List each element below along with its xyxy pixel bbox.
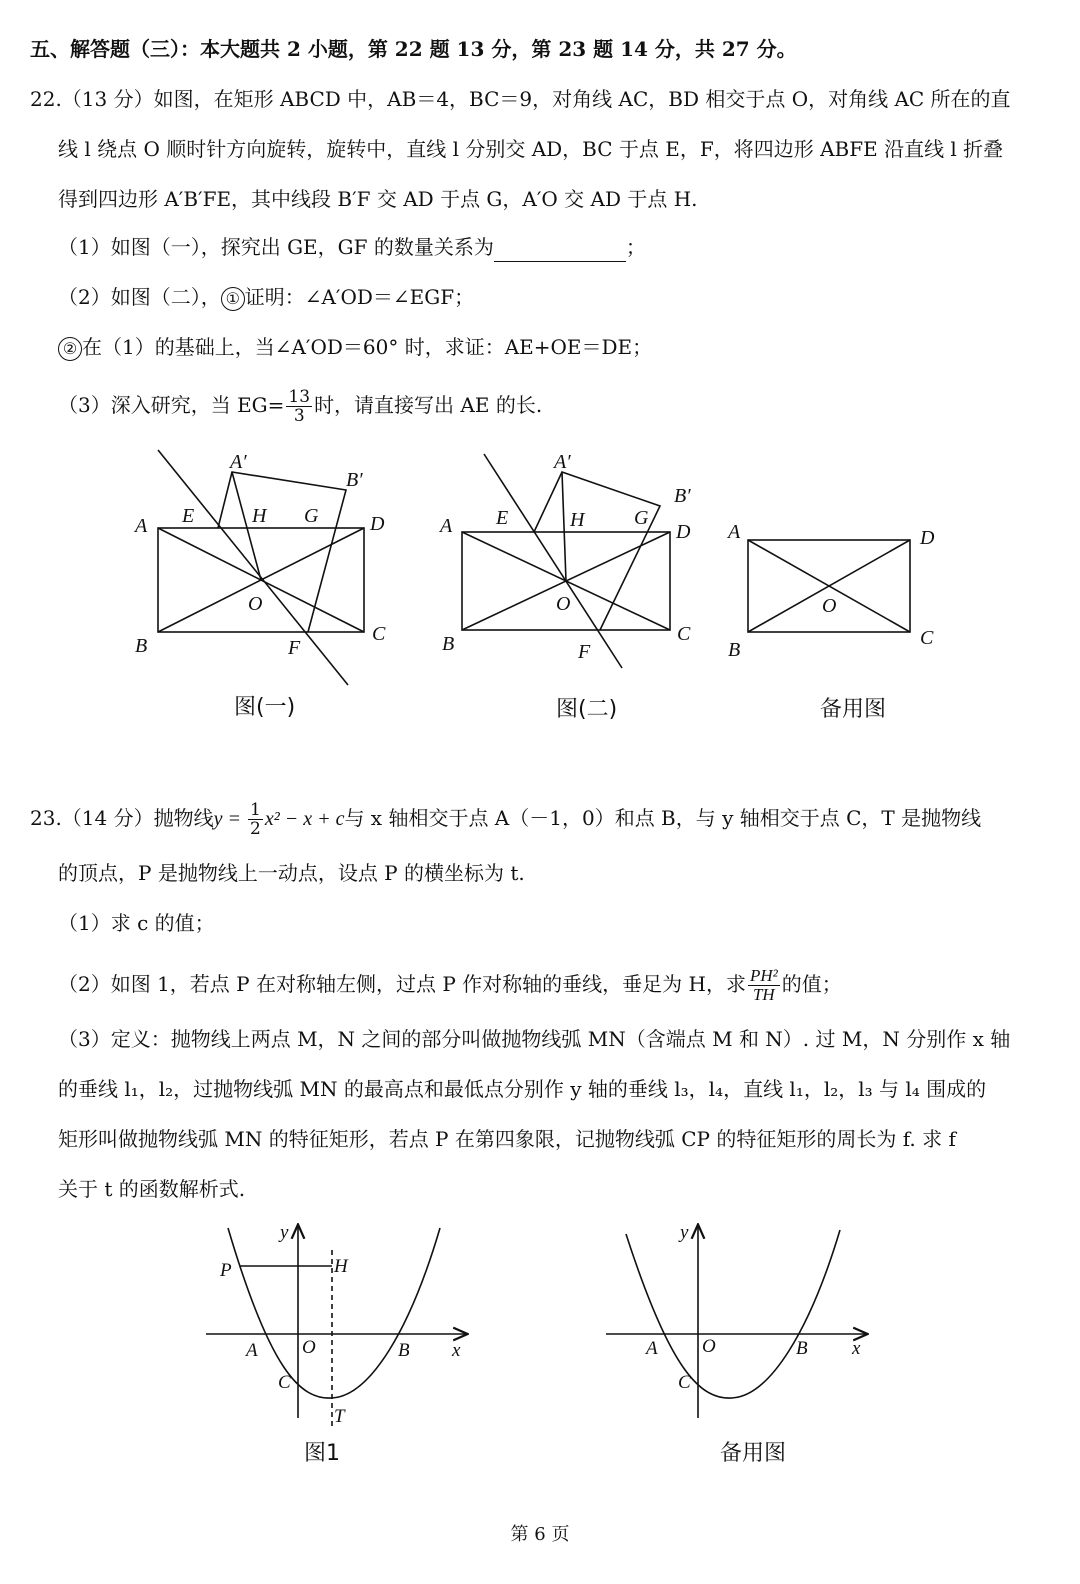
- q23-part-2: [58, 966, 842, 1004]
- answer-blank: [494, 239, 626, 262]
- section-header: 五、解答题（三）：本大题共 2 小题，第 22 题 13 分，第 23 题 14 分，共 27 分。: [30, 37, 797, 61]
- figure-parabola-1: [200, 1220, 480, 1430]
- label-A: A: [646, 1338, 658, 1359]
- label-O: O: [302, 1337, 316, 1358]
- circled-one: ①: [221, 287, 245, 311]
- eq-y: y =: [213, 808, 246, 830]
- q22-part-2-text: （2）如图（二），: [58, 285, 221, 309]
- label-B-prime: B′: [346, 469, 363, 491]
- label-F: F: [288, 637, 301, 659]
- caption-backup-22: 备用图: [820, 697, 887, 722]
- fraction-13-3: $\frac{13}{3}$: [288, 387, 311, 426]
- q23-line-1-a: 23.（14 分）抛物线: [30, 806, 214, 830]
- label-B: B: [442, 633, 455, 655]
- label-B: B: [398, 1340, 410, 1361]
- caption-backup-23: 备用图: [720, 1441, 787, 1466]
- label-O: O: [248, 593, 263, 615]
- q23-part-3-line-4: 关于 t 的函数解析式.: [58, 1177, 246, 1201]
- label-E: E: [182, 505, 195, 527]
- q23-line-1: [30, 800, 981, 838]
- q23-part-3-line-2: 的垂线 l₁，l₂，过抛物线弧 MN 的最高点和最低点分别作 y 轴的垂线 l₃，l₄，直线 l₁，l₂，l₃ 与 l₄ 围成的: [58, 1077, 987, 1101]
- q23-line-1-b: 与 x 轴相交于点 A（－1，0）和点 B，与 y 轴相交于点 C，T 是抛物线: [344, 806, 982, 830]
- label-A-prime: A′: [230, 451, 247, 473]
- q22-part-2b: [58, 332, 652, 362]
- caption-fig-1: 图(一): [234, 695, 296, 720]
- label-T: T: [334, 1406, 345, 1427]
- caption-fig-23-1: 图1: [304, 1441, 340, 1466]
- label-G: G: [634, 507, 649, 529]
- label-A: A: [135, 515, 148, 537]
- q23-part-2-b: 的值；: [781, 972, 842, 996]
- label-H: H: [252, 505, 267, 527]
- label-P: P: [220, 1260, 232, 1281]
- fraction-ph2-th: $\frac{\text{PH²}}{TH}$: [749, 966, 778, 1004]
- q22-part-2-proof: 证明：∠A′OD＝∠EGF；: [244, 285, 475, 309]
- q22-part-2: [58, 282, 474, 312]
- label-F: F: [578, 641, 591, 663]
- circled-two: ②: [58, 337, 82, 361]
- eq-rest: x² − x + c: [264, 808, 345, 830]
- label-C: C: [372, 623, 386, 645]
- label-A-prime: A′: [554, 451, 571, 473]
- q23-part-2-a: （2）如图 1，若点 P 在对称轴左侧，过点 P 作对称轴的垂线，垂足为 H，求: [58, 972, 746, 996]
- label-C: C: [677, 623, 691, 645]
- q22-line-2: 线 l 绕点 O 顺时针方向旋转，旋转中，直线 l 分别交 AD，BC 于点 E，F，将四边形 ABFE 沿直线 l 折叠: [58, 137, 1004, 161]
- label-x: x: [852, 1338, 861, 1359]
- label-D: D: [370, 513, 385, 535]
- label-O: O: [556, 593, 571, 615]
- q22-part-3: [58, 388, 542, 425]
- caption-fig-2: 图(二): [556, 697, 618, 722]
- label-G: G: [304, 505, 319, 527]
- q22-part-3-a: （3）深入研究，当 EG=: [58, 393, 285, 417]
- label-y: y: [680, 1222, 689, 1243]
- label-D: D: [676, 521, 691, 543]
- label-H: H: [570, 509, 585, 531]
- label-C: C: [278, 1372, 291, 1393]
- label-x: x: [452, 1340, 461, 1361]
- label-H: H: [334, 1256, 348, 1277]
- q22-part-3-b: 时，请直接写出 AE 的长.: [314, 393, 543, 417]
- label-y: y: [280, 1222, 289, 1243]
- q22-part-1: [58, 232, 646, 262]
- label-E: E: [496, 507, 509, 529]
- fraction-half: $\frac{1}{2}$: [250, 800, 261, 839]
- q22-part-1-text: （1）如图（一），探究出 GE，GF 的数量关系为: [58, 235, 494, 259]
- label-D: D: [920, 527, 935, 549]
- q23-part-3-line-1: （3）定义：抛物线上两点 M，N 之间的部分叫做抛物线弧 MN（含端点 M 和 N）. 过 M，N 分别作 x 轴: [58, 1027, 1011, 1051]
- q23-part-3-line-3: 矩形叫做抛物线弧 MN 的特征矩形，若点 P 在第四象限，记抛物线弧 CP 的特征矩形的周长为 f. 求 f: [58, 1127, 956, 1151]
- label-C: C: [678, 1372, 691, 1393]
- q23-part-1: （1）求 c 的值；: [58, 911, 215, 935]
- q23-line-2: 的顶点，P 是抛物线上一动点，设点 P 的横坐标为 t.: [58, 861, 525, 885]
- figure-parabola-backup: [600, 1220, 880, 1430]
- label-C: C: [920, 627, 934, 649]
- figure-1: [120, 440, 400, 690]
- label-A: A: [728, 521, 741, 543]
- label-O: O: [702, 1336, 716, 1357]
- q22-part-2b-text: 在（1）的基础上，当∠A′OD＝60° 时，求证：AE+OE＝DE；: [82, 335, 653, 359]
- label-O: O: [822, 595, 837, 617]
- label-B: B: [135, 635, 148, 657]
- page-number: 第 6 页: [510, 1524, 570, 1545]
- label-A: A: [246, 1340, 258, 1361]
- label-A: A: [440, 515, 453, 537]
- label-B-prime: B′: [674, 485, 691, 507]
- q22-line-3: 得到四边形 A′B′FE，其中线段 B′F 交 AD 于点 G，A′O 交 AD 于点 H.: [58, 187, 698, 211]
- label-B: B: [796, 1338, 808, 1359]
- q22-line-1: 22.（13 分）如图，在矩形 ABCD 中，AB＝4，BC＝9，对角线 AC，BD 相交于点 O，对角线 AC 所在的直: [30, 87, 1011, 111]
- label-B: B: [728, 639, 741, 661]
- figure-backup-22: [720, 510, 960, 670]
- q22-part-1-end: ；: [625, 235, 646, 259]
- figure-2: [430, 440, 710, 690]
